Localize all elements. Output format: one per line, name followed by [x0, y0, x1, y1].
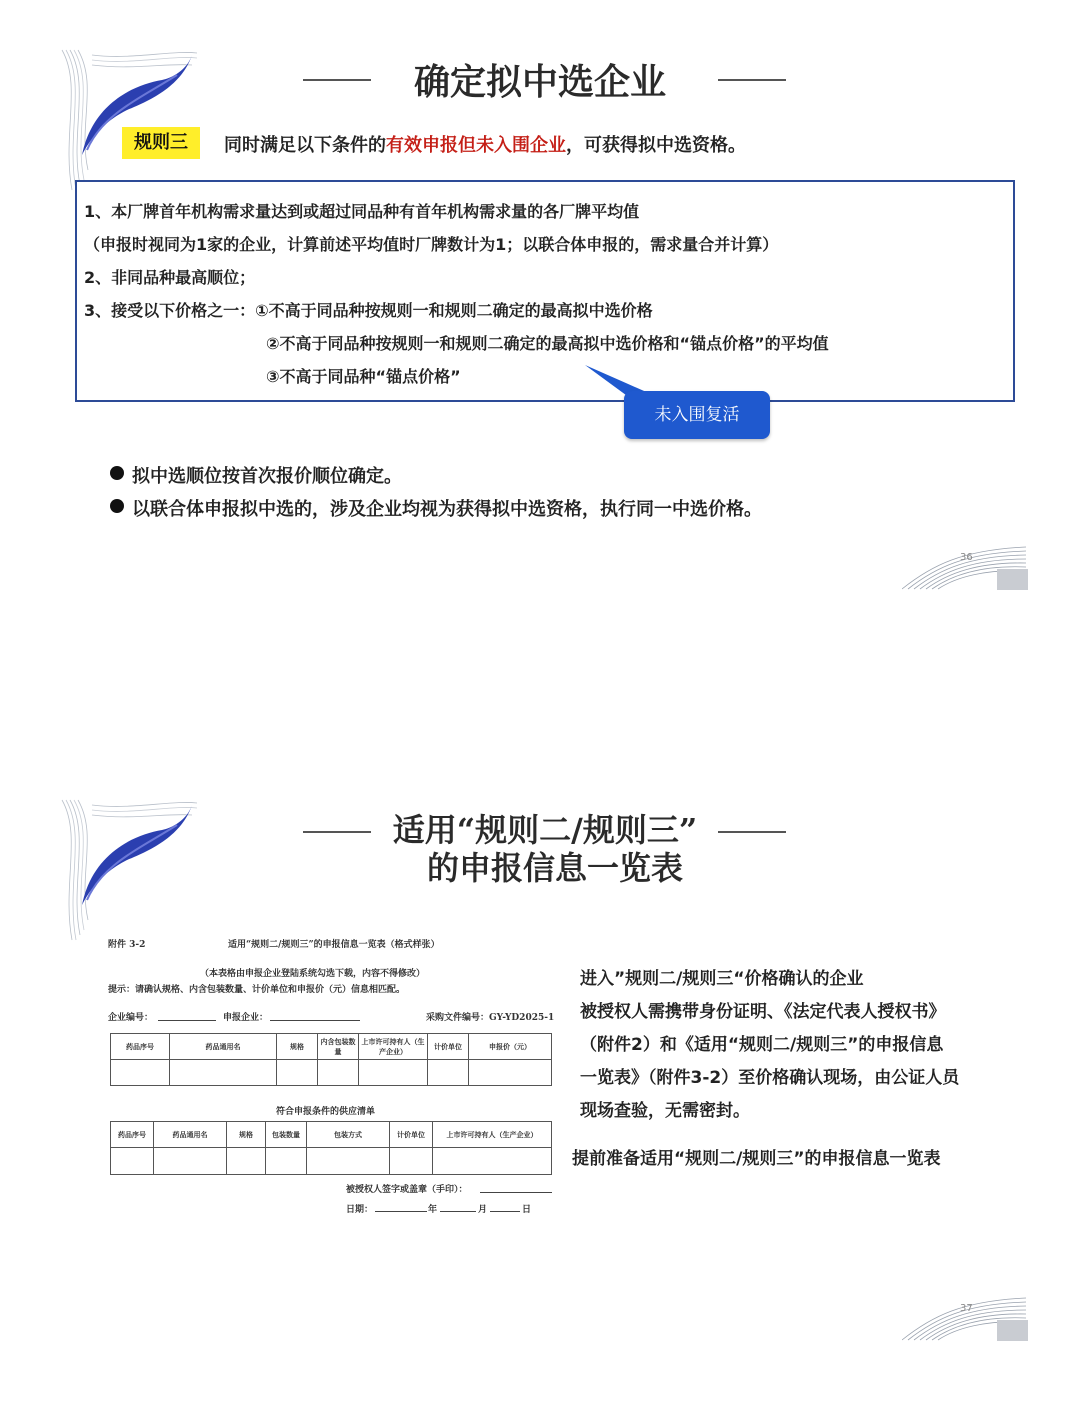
swirl-decoration-icon [52, 795, 202, 945]
page-number: 36 [960, 552, 973, 563]
form-month-label: 月 [478, 1205, 488, 1215]
table2-header: 药品通用名 [154, 1122, 227, 1148]
condition-3-option-3: ③不高于同品种“锚点价格” [266, 367, 461, 386]
slide-title-line-2: 的申报信息一览表 [426, 849, 683, 887]
form-signature-label: 被授权人签字或盖章（手印）： [346, 1185, 468, 1195]
reminder-text: 提前准备适用“规则二/规则三”的申报信息一览表 [572, 1149, 941, 1169]
condition-2: 2、非同品种最高顺位； [84, 268, 256, 287]
table1-header: 上市许可持有人（生产企业） [359, 1034, 428, 1060]
form-note: （本表格由申报企业登陆系统勾选下载，内容不得修改） [200, 969, 426, 979]
table2-header: 包装方式 [307, 1122, 390, 1148]
callout-revival: 未入围复活 [624, 391, 770, 439]
side-text-line-2: 被授权人需携带身份证明、《法定代表人授权书》 [580, 1002, 946, 1022]
title-divider-right [718, 79, 786, 81]
rule-intro [224, 131, 746, 157]
page-number: 37 [960, 1303, 973, 1314]
form-blank-line [490, 1211, 520, 1212]
bullet-2: 以联合体申报拟中选的，涉及企业均视为获得拟中选资格，执行同一中选价格。 [132, 499, 762, 520]
table1-header: 申报价（元） [469, 1034, 552, 1060]
slide-title: 确定拟中选企业 [413, 61, 666, 103]
title-divider-left [303, 79, 371, 81]
form-blank-line [158, 1020, 216, 1021]
table2-header: 药品序号 [111, 1122, 154, 1148]
form-date-label: 日期： [346, 1205, 374, 1215]
condition-1: 1、本厂牌首年机构需求量达到或超过同品种有首年机构需求量的各厂牌平均值 [84, 202, 640, 221]
table2-header: 规格 [227, 1122, 266, 1148]
bullet-dot-icon [110, 466, 124, 480]
form-tip: 提示：请确认规格、内含包装数量、计价单位和申报价（元）信息相匹配。 [108, 985, 406, 995]
bullet-1: 拟中选顺位按首次报价顺位确定。 [132, 466, 402, 487]
form-company-no-label: 企业编号： [108, 1013, 154, 1023]
form-blank-line [375, 1211, 427, 1212]
condition-1-note: （申报时视同为1家的企业，计算前述平均值时厂牌数计为1；以联合体申报的，需求量合并计算） [84, 235, 779, 254]
form-day-label: 日 [522, 1205, 532, 1215]
table1-header: 计价单位 [428, 1034, 469, 1060]
form-table-1 [110, 1033, 552, 1086]
table2-header: 上市许可持有人（生产企业） [433, 1122, 552, 1148]
form-subheading: 符合申报条件的供应清单 [276, 1107, 376, 1117]
condition-3: 3、接受以下价格之一：①不高于同品种按规则一和规则二确定的最高拟中选价格 [84, 301, 653, 320]
bullet-dot-icon [110, 499, 124, 513]
rule-badge: 规则三 [122, 127, 200, 159]
side-text-line-1: 进入”规则二/规则三“价格确认的企业 [580, 969, 864, 989]
form-attachment-label: 附件 3-2 [108, 940, 146, 950]
form-doc-no: 采购文件编号：GY-YD2025-1 [426, 1013, 555, 1023]
form-year-label: 年 [428, 1205, 438, 1215]
intro-highlight: 有效申报但未入围企业 [386, 135, 566, 156]
form-heading: 适用“规则二/规则三”的申报信息一览表（格式样张） [228, 940, 440, 950]
form-blank-line [270, 1020, 360, 1021]
form-blank-line [440, 1211, 476, 1212]
table2-header: 计价单位 [390, 1122, 433, 1148]
form-table-2 [110, 1121, 552, 1175]
table1-header: 药品通用名 [170, 1034, 277, 1060]
intro-text: 同时满足以下条件的 [224, 135, 386, 156]
table1-header: 规格 [277, 1034, 318, 1060]
intro-text-end: ，可获得拟中选资格。 [566, 135, 746, 156]
side-text-line-5: 现场查验，无需密封。 [580, 1101, 750, 1121]
side-text-line-3: （附件2）和《适用“规则二/规则三”的申报信息 [580, 1035, 944, 1055]
slide-title-line-1: 适用“规则二/规则三” [392, 811, 698, 849]
form-blank-line [480, 1192, 552, 1193]
side-text-line-4: 一览表》（附件3-2）至价格确认现场，由公证人员 [580, 1068, 960, 1088]
table1-header: 内含包装数量 [318, 1034, 359, 1060]
table1-header: 药品序号 [111, 1034, 170, 1060]
table2-header: 包装数量 [266, 1122, 307, 1148]
form-applicant-label: 申报企业： [223, 1013, 269, 1023]
condition-3-option-2: ②不高于同品种按规则一和规则二确定的最高拟中选价格和“锚点价格”的平均值 [266, 334, 829, 353]
swirl-decoration-icon [52, 45, 202, 195]
